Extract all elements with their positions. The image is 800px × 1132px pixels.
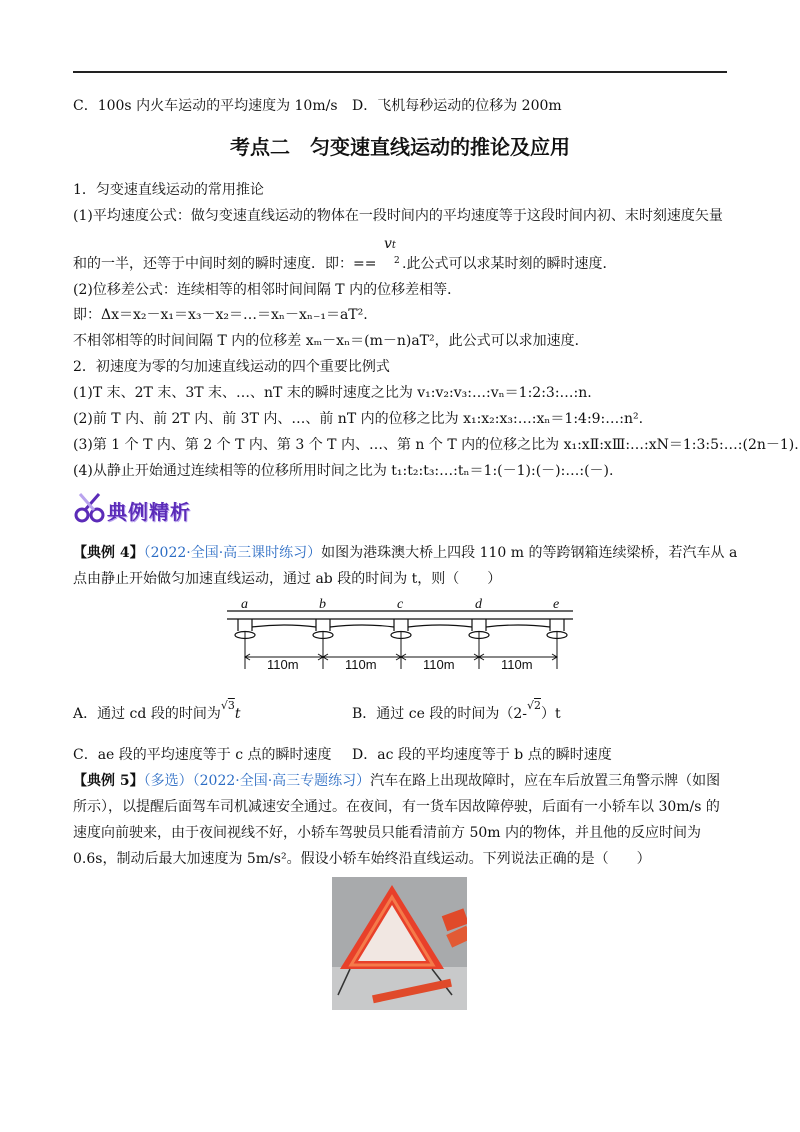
option-a: A．通过 cd 段的时间为$^{√3}$t [73, 699, 241, 722]
example5-label: 【典例 5】 [73, 773, 144, 789]
point-label-e: e [553, 597, 560, 612]
girder-underside [252, 625, 316, 627]
para2-line2: 即：Δx＝x₂－x₁＝x₃－x₂＝…＝xₙ－xₙ₋₁＝aT². [73, 307, 368, 323]
para3-line3: (3)第 1 个 T 内、第 2 个 T 内、第 3 个 T 内、…、第 n 个 T 内的位移之比为 x₁:xⅡ:xⅢ:…:xN＝1:3:5:…:(2n－1). [73, 437, 799, 453]
bridge-diagram [225, 597, 575, 677]
span-label: 110m [501, 657, 533, 672]
para3-line4: (4)从静止开始通过连续相等的位移所用时间之比为 t₁:t₂:t₃:…:tₙ＝1:(－1):(－):…:(－). [73, 463, 614, 479]
bridge-pier [550, 619, 564, 631]
section-title: 考点二 匀变速直线运动的推论及应用 [230, 135, 570, 159]
formula-v: vt [384, 236, 396, 252]
para3-heading: 2．初速度为零的匀加速直线运动的四个重要比例式 [73, 359, 390, 375]
example5-line1: 【典例 5】（多选）（2022·全国·高三专题练习）汽车在路上出现故障时，应在车后放置三角警示牌（如图 [73, 773, 721, 789]
example5-line3: 速度向前驶来，由于夜间视线不好，小轿车驾驶员只能看清前方 50m 内的物体，并且他的反应时间为 [73, 825, 701, 841]
para3-line1: (1)T 末、2T 末、3T 末、…、nT 末的瞬时速度之比为 v₁:v₂:v₃:…:vₙ＝1:2:3:…:n. [73, 385, 592, 401]
bridge-pier [472, 619, 486, 631]
option-b: B．通过 ce 段的时间为（2-$^{√2}$）t [352, 699, 561, 722]
option-c: C．ae 段的平均速度等于 c 点的瞬时速度 [73, 747, 332, 763]
bridge-pier [316, 619, 330, 631]
para2-line1: (2)位移差公式：连续相等的相邻时间间隔 T 内的位移差相等． [73, 282, 462, 298]
example5-line4: 0.6s，制动后最大加速度为 5m/s²。假设小轿车始终沿直线运动。下列说法正确的是（ ） [73, 851, 651, 867]
example4-label: 【典例 4】 [73, 545, 144, 561]
formula-denominator: 2 [394, 256, 400, 266]
example4-text1: 【典例 4】（2022·全国·高三课时练习）如图为港珠澳大桥上四段 110 m 的等跨钢箱连续梁桥，若汽车从 a [73, 545, 738, 561]
point-label-c: c [397, 597, 404, 612]
header-rule [73, 71, 727, 73]
para1-line2-b: .此公式可以求某时刻的瞬时速度． [402, 256, 617, 272]
para3-line2: (2)前 T 内、前 2T 内、前 3T 内、…、前 nT 内的位移之比为 x₁:x₂:x₃:…:xₙ＝1:4:9:…:n². [73, 411, 644, 427]
span-label: 110m [345, 657, 377, 672]
point-label-a: a [241, 597, 248, 612]
example4-text2: 点由静止开始做匀加速直线运动，通过 ab 段的时间为 t，则（ ） [73, 571, 502, 587]
option-c-top: C．100s 内火车运动的平均速度为 10m/s [73, 98, 338, 114]
girder-underside [330, 625, 394, 627]
girder-underside [486, 625, 550, 627]
span-label: 110m [423, 657, 455, 672]
para2-line3: 不相邻相等的时间间隔 T 内的位移差 xₘ－xₙ＝(m－n)aT²，此公式可以求加速度． [73, 333, 589, 349]
example4-source: （2022·全国·高三课时练习） [143, 545, 322, 561]
span-label: 110m [267, 657, 299, 672]
banner-title: 典例精析 [107, 500, 191, 524]
example5-source: （2022·全国·高三专题练习） [192, 773, 371, 789]
point-label-d: d [475, 597, 482, 612]
warning-triangle-photo [332, 877, 467, 1010]
para1-line2-a: 和的一半，还等于中间时刻的瞬时速度．即：== [73, 256, 377, 272]
option-d-top: D．飞机每秒运动的位移为 200m [352, 98, 562, 114]
girder-underside [408, 625, 472, 627]
example5-tag: （多选） [143, 773, 193, 789]
example5-line2: 所示），以提醒后面驾车司机减速安全通过。在夜间，有一货车因故障停驶，后面有一小轿车以 30m/s 的 [73, 799, 720, 815]
option-d: D．ac 段的平均速度等于 b 点的瞬时速度 [352, 747, 612, 763]
bridge-pier [394, 619, 408, 631]
bridge-pier [238, 619, 252, 631]
point-label-b: b [319, 597, 326, 612]
para1-line1: (1)平均速度公式：做匀变速直线运动的物体在一段时间内的平均速度等于这段时间内初、末时刻速度矢量 [73, 208, 723, 224]
para1-heading: 1．匀变速直线运动的常用推论 [73, 182, 264, 198]
scissors-icon [73, 491, 107, 525]
